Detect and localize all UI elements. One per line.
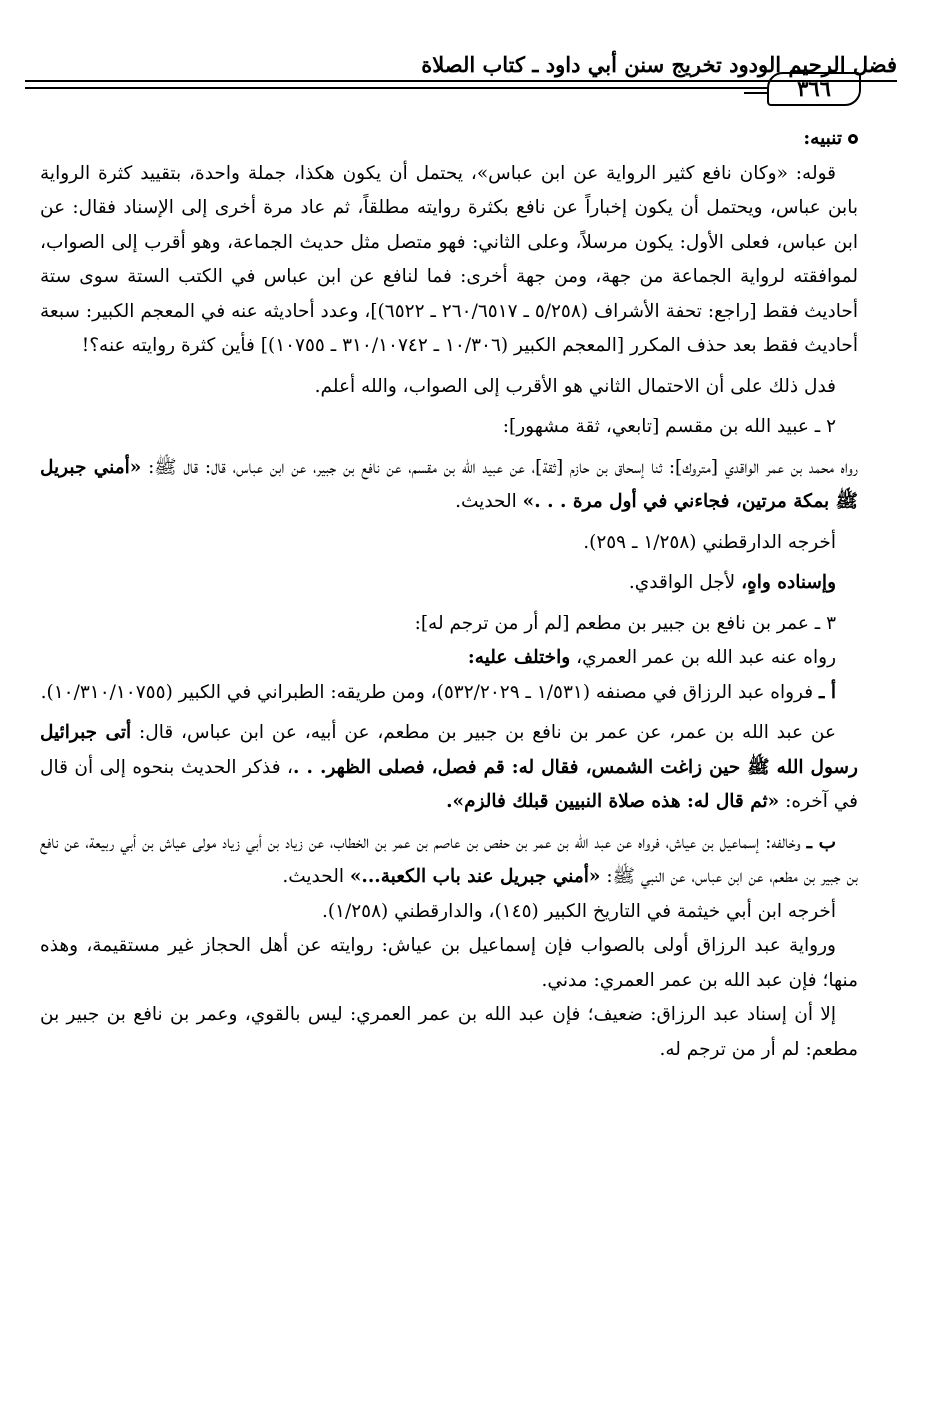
paragraph-6: وإسناده واهٍ، لأجل الواقدي. <box>628 572 836 593</box>
section-heading-3: ٣ ـ عمر بن نافع بن جبير بن مطعم [لم أر من ترجم له]: <box>414 612 836 634</box>
paragraph-5: أخرجه الدارقطني (١/٢٥٨ ـ ٢٥٩). <box>583 531 836 553</box>
hadith-quote: «أمني جبريل ﷺ بمكة مرتين، فجاءني في أول مرة . . .» <box>40 456 858 512</box>
page-number-bar <box>25 70 897 106</box>
paragraph-14: إلا أن إسناد عبد الرزاق: ضعيف؛ فإن عبد الله بن عمر العمري: ليس بالقوي، وعمر بن نافع بن جبير بن مطعم: لم أر من ترجم له. <box>40 1004 858 1060</box>
ornament-rule-right-lower <box>744 92 769 94</box>
paragraph-2: فدل ذلك على أن الاحتمال الثاني هو الأقرب إلى الصواب، والله أعلم. <box>314 375 836 397</box>
paragraph-9: أ ـ فرواه عبد الرزاق في مصنفه (١/٥٣١ ـ ٥٣٢/٢٠٢٩)، ومن طريقه: الطبراني في الكبير (١٠/٣١٠/١٠٧٥٥). <box>40 681 836 703</box>
section-heading-2: ٢ ـ عبيد الله بن مقسم [تابعي، ثقة مشهور]: <box>502 416 836 437</box>
hadith-quote: «ثم قال له: هذه صلاة النبيين قبلك فالزم». <box>446 791 780 812</box>
page-body <box>40 122 858 1067</box>
page-number: ٣٦٦ <box>767 72 861 106</box>
ring-bullet-icon <box>848 134 858 144</box>
ornament-rule-right <box>744 87 769 89</box>
header-title: فضل الرحيم الودود تخريج سنن أبي داود ـ كتاب الصلاة <box>421 52 897 77</box>
hadith-quote: أتى جبرائيل رسول الله ﷺ حين زاغت الشمس، فقال له: قم فصل، فصلى الظهر. . . <box>40 722 858 778</box>
paragraph-1: قوله: «وكان نافع كثير الرواية عن ابن عباس»، يحتمل أن يكون هكذا، جملة واحدة، بتقييد كثرة الرواية بابن عباس، ويحتمل أن يكون إخباراً عن نافع بكثرة روايته مطلقاً، ثم عاد مرة أخرى إلى الإسناد فقال: عن ابن عباس، فعلى الأول: يكون مرسلاً، وعلى الثاني: فهو متصل مثل حديث الجماعة، وهو أقرب إلى الصواب، لموافقته لرواية الجماعة من جهة، ومن جهة أخرى: فما لنافع عن ابن عباس في الكتب الستة سوى ستة أحاديث فقط [راجع: تحفة الأشراف (٥/٢٥٨ ـ ٢٦٠/٦٥١٧ ـ ٦٥٢٢)]، وعدد أحاديثه عنه في المعجم الكبير: سبعة أحاديث فقط بعد حذف المكرر [المعجم الكبير (١٠/٣٠٦ ـ ٣١٠/١٠٧٤٢ ـ ١٠٧٥٥)] فأين كثرة روايته عنه؟! <box>40 162 858 356</box>
paragraph-12: أخرجه ابن أبي خيثمة في التاريخ الكبير (١٤٥)، والدارقطني (١/٢٥٨). <box>321 900 836 922</box>
ornament-rule-left <box>25 87 744 89</box>
tanbih-heading: تنبيه: <box>40 122 858 157</box>
hadith-quote: «أمني جبريل عند باب الكعبة...» <box>349 866 601 887</box>
paragraph-11: ب ـ وخالفه: إسماعيل بن عياش، فرواه عن عبد الله بن عمر بن حفص بن عاصم بن عمر بن الخطاب، عن زياد بن أبي زياد مولى عياش بن أبي ربيعة، عن نافع بن جبير بن مطعم، عن ابن عباس، عن النبي ﷺ: «أمني جبريل عند باب الكعبة...» الحديث. <box>40 831 858 887</box>
paragraph-13: ورواية عبد الرزاق أولى بالصواب فإن إسماعيل بن عياش: روايته عن أهل الحجاز غير مستقيمة، وهذه منها؛ فإن عبد الله بن عمر العمري: مدني. <box>40 935 858 991</box>
paragraph-4: رواه محمد بن عمر الواقدي [متروك]: ثنا إسحاق بن حازم [ثقة]، عن عبيد الله بن مقسم، عن نافع بن جبير، عن ابن عباس، قال: قال ﷺ: «أمني جبريل ﷺ بمكة مرتين، فجاءني في أول مرة . . .» الحديث. <box>40 456 858 512</box>
paragraph-8: رواه عنه عبد الله بن عمر العمري، واختلف عليه: <box>467 647 836 668</box>
paragraph-10: عن عبد الله بن عمر، عن عمر بن نافع بن جبير بن مطعم، عن أبيه، عن ابن عباس، قال: أتى جبرائيل رسول الله ﷺ حين زاغت الشمس، فقال له: قم فصل، فصلى الظهر. . .، فذكر الحديث بنحوه إلى أن قال في آخره: «ثم قال له: هذه صلاة النبيين قبلك فالزم». <box>40 722 858 812</box>
